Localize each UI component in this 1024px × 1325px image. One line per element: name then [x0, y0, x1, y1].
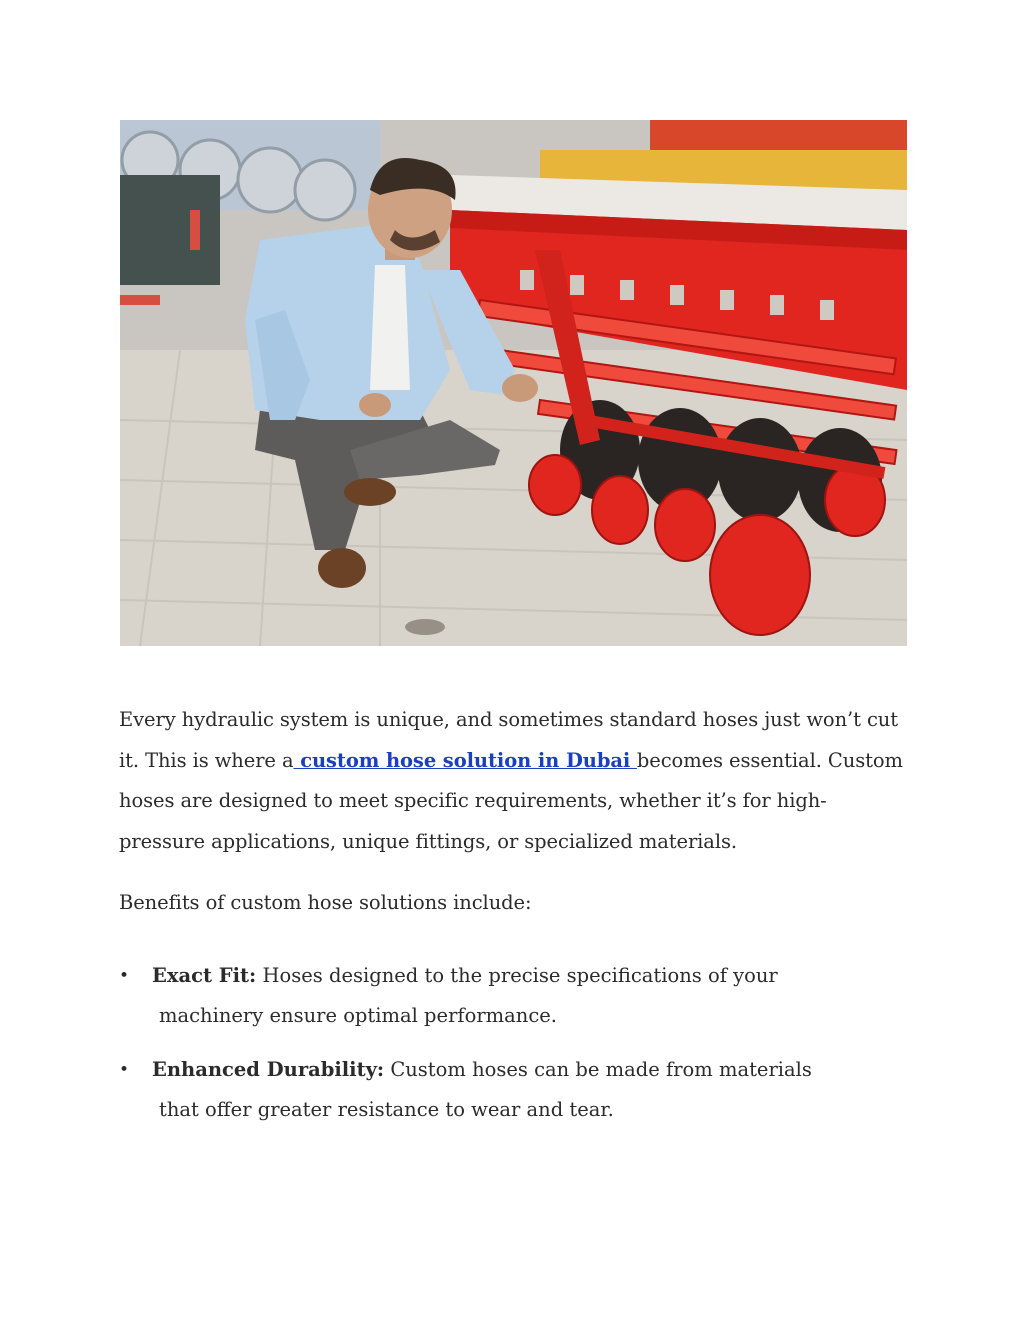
bullet-term: Enhanced Durability:	[152, 1057, 385, 1081]
bullet-icon: •	[119, 1059, 130, 1080]
list-item	[119, 956, 909, 1037]
hero-photo	[120, 120, 907, 646]
intro-paragraph	[119, 700, 909, 862]
bullet-term: Exact Fit:	[152, 963, 257, 987]
photo-illustration	[120, 120, 907, 646]
bullet-text-continued: that offer greater resistance to wear and tear.	[159, 1098, 614, 1121]
benefits-intro: Benefits of custom hose solutions include:	[119, 891, 532, 914]
bullet-text-continued: machinery ensure optimal performance.	[159, 1004, 557, 1027]
benefits-list	[119, 956, 909, 1131]
article-body	[119, 700, 909, 1144]
bullet-text: Custom hoses can be made from materials	[384, 1057, 812, 1081]
bullet-icon: •	[119, 965, 130, 986]
intro-text-end: becomes essential. Custom hoses are designed to meet specific requirements, whether it’s for high-pressure applications, unique fittings, or specialized materials.	[119, 748, 903, 853]
custom-hose-link[interactable]: custom hose solution in Dubai	[293, 748, 637, 772]
list-item	[119, 1050, 909, 1131]
intro-text-start: Every hydraulic system is unique, and sometimes standard hoses just won’t cut it. This is where a	[119, 708, 898, 772]
bullet-text: Hoses designed to the precise specifications of your	[256, 963, 778, 987]
